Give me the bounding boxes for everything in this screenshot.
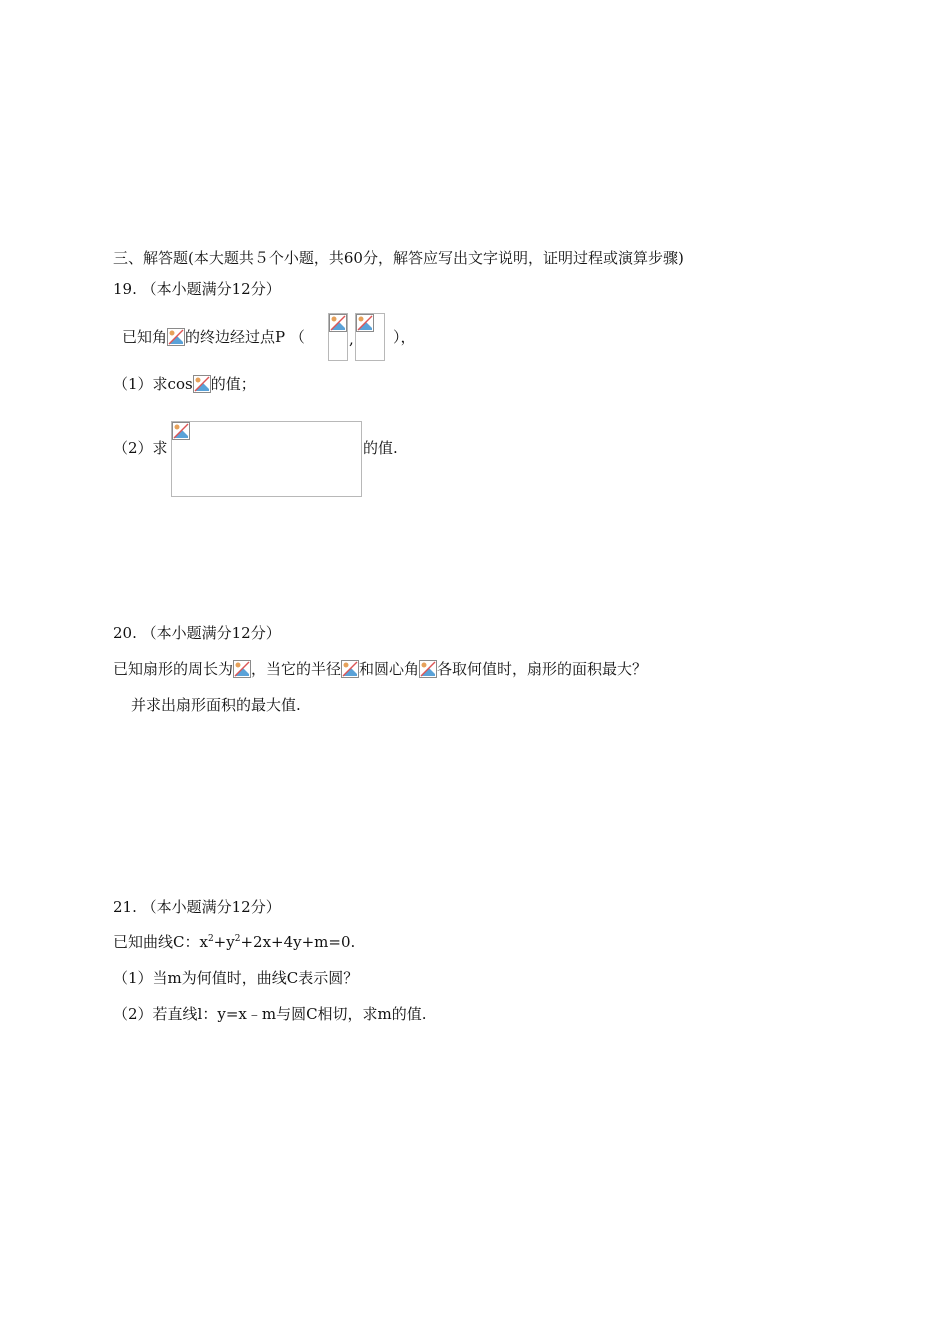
q19-part2-expression-image <box>171 421 362 497</box>
section-heading: 三、解答题(本大题共５个小题，共60分，解答应写出文字说明，证明过程或演算步骤) <box>113 249 684 267</box>
broken-image-icon <box>193 375 211 393</box>
broken-image-icon <box>419 660 437 678</box>
q19-part1 <box>113 374 256 394</box>
q21-stem-text-b: +y <box>213 933 235 951</box>
q21-superscript: 2 <box>207 934 214 944</box>
q21-header: 21. （本小题满分12分） <box>113 898 281 916</box>
q20-stem-text-b: ，当它的半径 <box>251 660 342 678</box>
q19-stem-text-c: ）， <box>393 328 416 346</box>
q19-part2-text-a: （2）求 <box>113 439 168 457</box>
broken-image-icon <box>172 422 190 440</box>
q19-part2-text-b: 的值. <box>363 439 398 457</box>
broken-image-icon <box>329 314 347 332</box>
q19-stem <box>122 327 305 347</box>
q21-part2: （2）若直线l：y=x﹣m与圆C相切，求m的值. <box>113 1005 427 1023</box>
q21-stem-text-a: 已知曲线C：x <box>113 933 208 951</box>
broken-image-icon <box>356 314 374 332</box>
q19-point-x-image <box>328 313 348 361</box>
q19-part1-text-a: （1）求cos <box>113 375 193 393</box>
q21-stem <box>113 932 355 952</box>
q20-stem-text-d: 各取何值时，扇形的面积最大？ <box>437 660 648 678</box>
q19-header: 19. （本小题满分12分） <box>113 280 281 298</box>
q20-stem-text-a: 已知扇形的周长为 <box>113 660 234 678</box>
q19-stem-text-a: 已知角 <box>122 328 168 346</box>
q19-stem-text-b: 的终边经过点P （ <box>185 328 305 346</box>
q20-stem-line2: 并求出扇形面积的最大值. <box>131 696 301 714</box>
q19-part1-text-b: 的值； <box>210 375 256 393</box>
broken-image-icon <box>167 328 185 346</box>
q19-point-y-image <box>355 313 385 361</box>
q21-stem-text-c: +2x+4y+m=0. <box>240 933 356 951</box>
q19-point-comma: , <box>349 330 354 348</box>
q21-part1: （1）当m为何值时，曲线C表示圆？ <box>113 969 359 987</box>
q20-stem-text-c: 和圆心角 <box>359 660 420 678</box>
broken-image-icon <box>233 660 251 678</box>
broken-image-icon <box>341 660 359 678</box>
q21-superscript: 2 <box>234 934 241 944</box>
q20-stem <box>113 659 647 679</box>
q20-header: 20. （本小题满分12分） <box>113 624 281 642</box>
